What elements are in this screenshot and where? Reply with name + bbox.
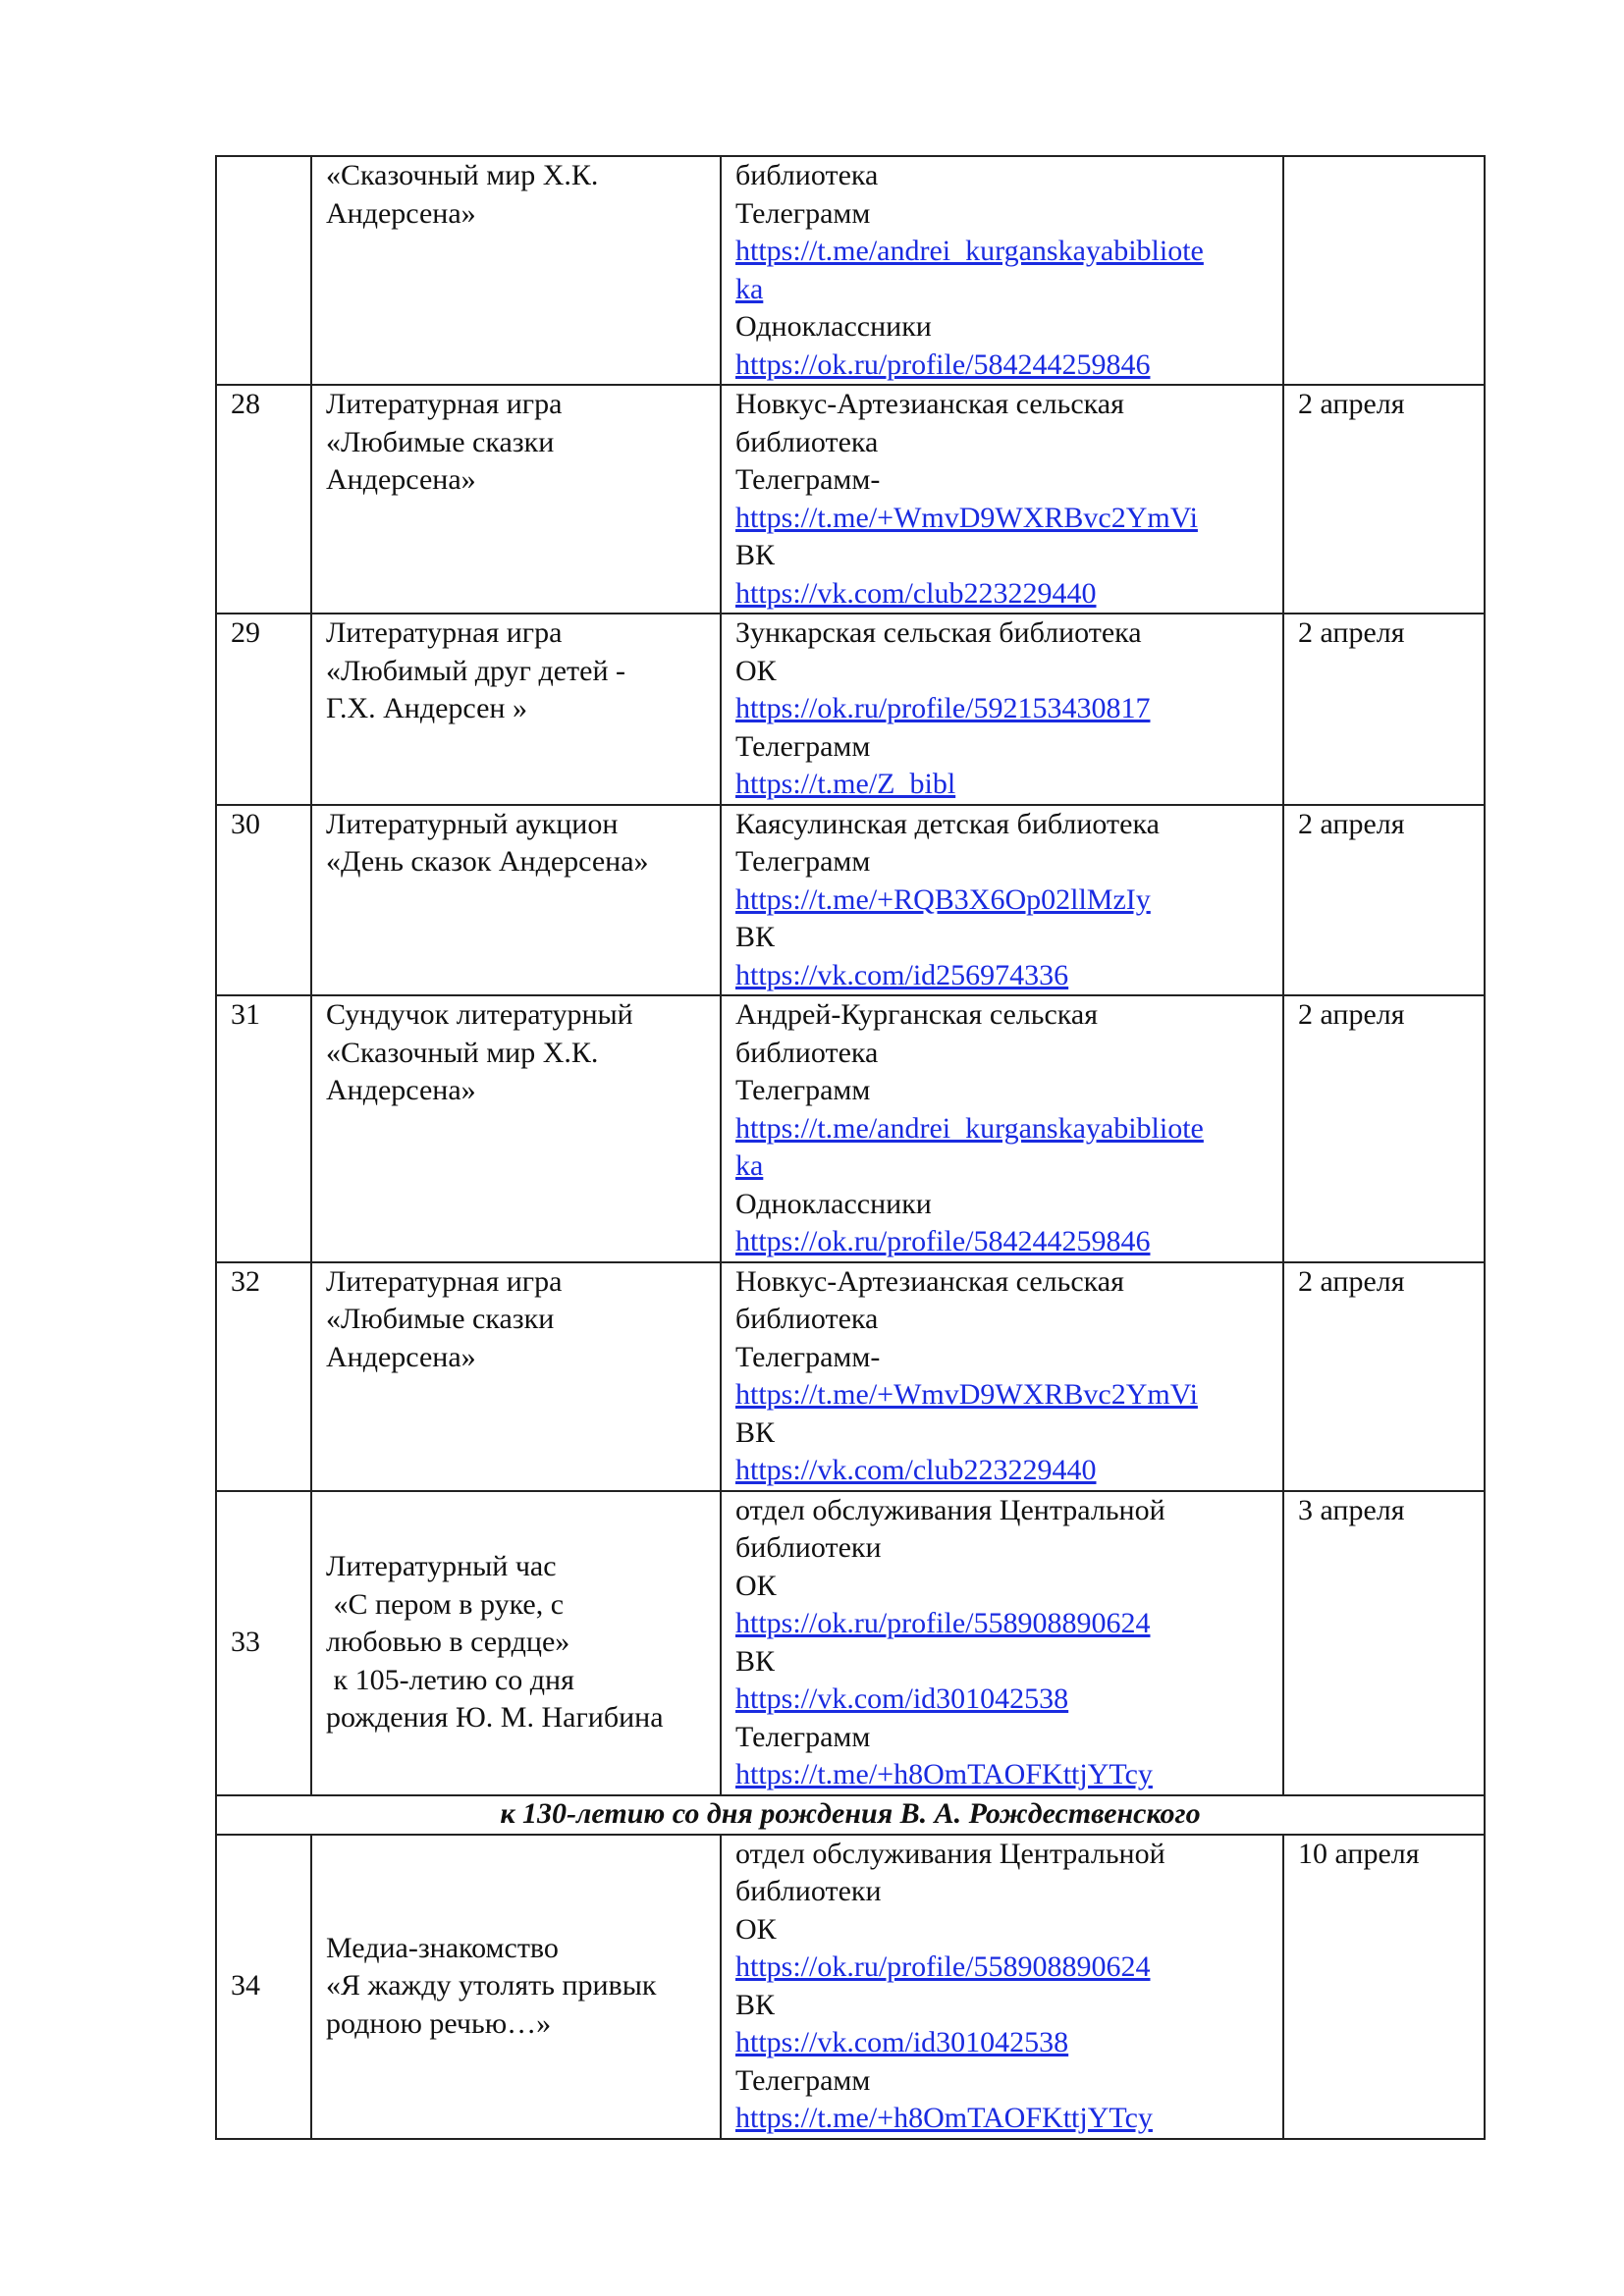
event-title-line: «Я жажду утолять привык [326, 1969, 657, 2002]
event-title-line: Медиа-знакомство [326, 1931, 559, 1964]
library-info-line: библиотека [735, 1036, 879, 1069]
library-info [721, 805, 1283, 996]
event-title-line: Г.Х. Андерсен » [326, 692, 527, 724]
table-row [216, 805, 1485, 996]
library-info-line: Одноклассники [735, 1187, 932, 1220]
social-link[interactable]: https://t.me/andrei_kurganskayabibliote [735, 235, 1204, 267]
event-title-line: любовью в сердце» [326, 1626, 570, 1659]
library-info-line: Зункарская сельская библиотека [735, 616, 1142, 649]
social-link[interactable]: https://ok.ru/profile/558908890624 [735, 1950, 1151, 1983]
row-number: 29 [216, 614, 311, 805]
library-info-line: Телеграмм- [735, 1340, 881, 1373]
event-date: 2 апреля [1283, 385, 1485, 614]
section-title: к 130-летию со дня рождения В. А. Рождественского [216, 1795, 1485, 1835]
library-info-line [735, 1148, 1269, 1186]
row-number: 31 [216, 995, 311, 1262]
table-row [216, 385, 1485, 614]
social-link[interactable]: https://t.me/+RQB3X6Op02llMzIy [735, 882, 1151, 916]
event-title-line: Андерсена» [326, 1340, 476, 1373]
event-title-line: Литературная игра [326, 1264, 563, 1298]
event-title [311, 156, 721, 385]
events-table [215, 155, 1486, 2140]
library-info-line [735, 1376, 1269, 1415]
library-info-line [735, 1681, 1269, 1719]
event-title [311, 1491, 721, 1795]
library-info-line: Новкус-Артезианская сельская [735, 388, 1124, 420]
social-link[interactable]: https://vk.com/club223229440 [735, 576, 1097, 610]
library-info-line: ВК [735, 539, 776, 571]
row-number: 32 [216, 1262, 311, 1491]
library-info [721, 995, 1283, 1262]
event-date: 2 апреля [1283, 1262, 1485, 1491]
library-info-line [735, 881, 1269, 920]
row-number: 30 [216, 805, 311, 996]
library-info-line [735, 347, 1269, 385]
social-link[interactable]: ka [735, 1149, 764, 1182]
library-info [721, 1262, 1283, 1491]
library-info-line [735, 957, 1269, 995]
library-info-line [735, 2100, 1269, 2138]
events-table-body-top [216, 156, 1485, 1795]
library-info-line: ОК [735, 1912, 777, 1946]
library-info-line: Каясулинская детская библиотека [735, 807, 1160, 840]
event-title-line: «Сказочный мир Х.К. [326, 159, 599, 191]
library-info-line: Телеграмм [735, 1074, 871, 1106]
library-info-line: Новкус-Артезианская сельская [735, 1264, 1124, 1298]
event-title [311, 1262, 721, 1491]
table-row [216, 1491, 1485, 1795]
event-date: 3 апреля [1283, 1491, 1485, 1795]
event-title-line: Андерсена» [326, 196, 476, 230]
library-info-line [735, 1756, 1269, 1794]
table-row [216, 1262, 1485, 1491]
social-link[interactable]: https://vk.com/id256974336 [735, 958, 1069, 991]
event-title-line: «Сказочный мир Х.К. [326, 1036, 599, 1069]
event-title-line: к 105-летию со дня [326, 1663, 574, 1696]
event-title-line: Сундучок литературный [326, 998, 633, 1031]
library-info-line: ВК [735, 921, 776, 953]
library-info-line: отдел обслуживания Центральной [735, 1837, 1165, 1870]
event-title-line: «Любимый друг детей - [326, 654, 625, 687]
library-info-line: Телеграмм [735, 2063, 871, 2097]
library-info [721, 156, 1283, 385]
social-link[interactable]: ka [735, 272, 764, 305]
row-number: 28 [216, 385, 311, 614]
social-link[interactable]: https://ok.ru/profile/592153430817 [735, 692, 1151, 724]
event-date: 10 апреля [1283, 1835, 1485, 2139]
library-info-line: отдел обслуживания Центральной [735, 1493, 1165, 1526]
library-info-line: ОК [735, 1569, 777, 1602]
event-title-line: Литературный час [326, 1550, 557, 1583]
library-info-line [735, 766, 1269, 804]
library-info-line: библиотеки [735, 1875, 882, 1907]
library-info-line [735, 271, 1269, 309]
library-info-line: Телеграмм- [735, 463, 881, 496]
event-date: 2 апреля [1283, 614, 1485, 805]
library-info-line [735, 1110, 1269, 1148]
event-date [1283, 156, 1485, 385]
event-title-line: Литературный аукцион [326, 807, 619, 840]
event-title-line: «Любимые сказки [326, 425, 555, 458]
library-info-line [735, 690, 1269, 728]
event-title [311, 614, 721, 805]
event-title-line: рождения Ю. М. Нагибина [326, 1701, 664, 1735]
library-info-line [735, 1605, 1269, 1643]
event-title-line: «Любимые сказки [326, 1303, 555, 1335]
event-title [311, 995, 721, 1262]
row-number: 34 [216, 1835, 311, 2139]
library-info-line: Одноклассники [735, 310, 932, 343]
library-info-line: ВК [735, 1988, 776, 2021]
library-info-line: Телеграмм [735, 845, 871, 878]
event-title-line: «С пером в руке, с [326, 1587, 565, 1621]
library-info-line [735, 500, 1269, 538]
library-info-line: Телеграмм [735, 1720, 871, 1753]
library-info-line: Телеграмм [735, 729, 871, 763]
library-info-line [735, 1949, 1269, 1987]
library-info-line: библиотеки [735, 1531, 882, 1564]
library-info-line [735, 575, 1269, 614]
library-info-line: Телеграмм [735, 196, 871, 230]
library-info [721, 614, 1283, 805]
library-info [721, 385, 1283, 614]
library-info-line: ОК [735, 654, 777, 687]
event-title [311, 805, 721, 996]
event-title-line: родною речью…» [326, 2006, 552, 2040]
social-link[interactable]: https://t.me/Z_bibl [735, 768, 956, 800]
social-link[interactable]: https://vk.com/club223229440 [735, 1454, 1097, 1486]
library-info-line: библиотека [735, 159, 879, 191]
library-info-line [735, 2024, 1269, 2062]
library-info-line: ВК [735, 1644, 776, 1678]
table-row [216, 995, 1485, 1262]
library-info-line: библиотека [735, 425, 879, 458]
table-row [216, 1835, 1485, 2139]
library-info [721, 1835, 1283, 2139]
table-row [216, 156, 1485, 385]
social-link[interactable]: https://t.me/+h8OmTAOFKttjYTcy [735, 1758, 1153, 1790]
section-header-row [216, 1795, 1485, 1835]
event-title-line: Андерсена» [326, 463, 476, 496]
row-number: 33 [216, 1491, 311, 1795]
social-link[interactable]: https://ok.ru/profile/558908890624 [735, 1607, 1151, 1639]
library-info-line: библиотека [735, 1303, 879, 1335]
social-link[interactable]: https://t.me/+h8OmTAOFKttjYTcy [735, 2102, 1153, 2134]
event-title [311, 1835, 721, 2139]
social-link[interactable]: https://ok.ru/profile/584244259846 [735, 1225, 1151, 1257]
section-header-body [216, 1795, 1485, 1835]
social-link[interactable]: https://t.me/+WmvD9WXRBvc2YmVi [735, 1378, 1198, 1411]
event-date: 2 апреля [1283, 995, 1485, 1262]
event-title-line: Литературная игра [326, 616, 563, 649]
library-info-line [735, 1223, 1269, 1261]
social-link[interactable]: https://t.me/andrei_kurganskayabibliote [735, 1111, 1204, 1145]
event-title-line: «День сказок Андерсена» [326, 845, 649, 878]
events-table-body-bottom [216, 1835, 1485, 2139]
event-title-line: Андерсена» [326, 1074, 476, 1106]
table-row [216, 614, 1485, 805]
event-date: 2 апреля [1283, 805, 1485, 996]
library-info-line: Андрей-Курганская сельская [735, 998, 1099, 1031]
social-link[interactable]: https://ok.ru/profile/584244259846 [735, 347, 1151, 381]
social-link[interactable]: https://vk.com/id301042538 [735, 2026, 1069, 2058]
library-info-line: ВК [735, 1415, 776, 1449]
library-info [721, 1491, 1283, 1795]
row-number [216, 156, 311, 385]
social-link[interactable]: https://t.me/+WmvD9WXRBvc2YmVi [735, 501, 1198, 534]
event-title [311, 385, 721, 614]
library-info-line [735, 233, 1269, 271]
event-title-line: Литературная игра [326, 388, 563, 420]
social-link[interactable]: https://vk.com/id301042538 [735, 1682, 1069, 1715]
library-info-line [735, 1452, 1269, 1490]
